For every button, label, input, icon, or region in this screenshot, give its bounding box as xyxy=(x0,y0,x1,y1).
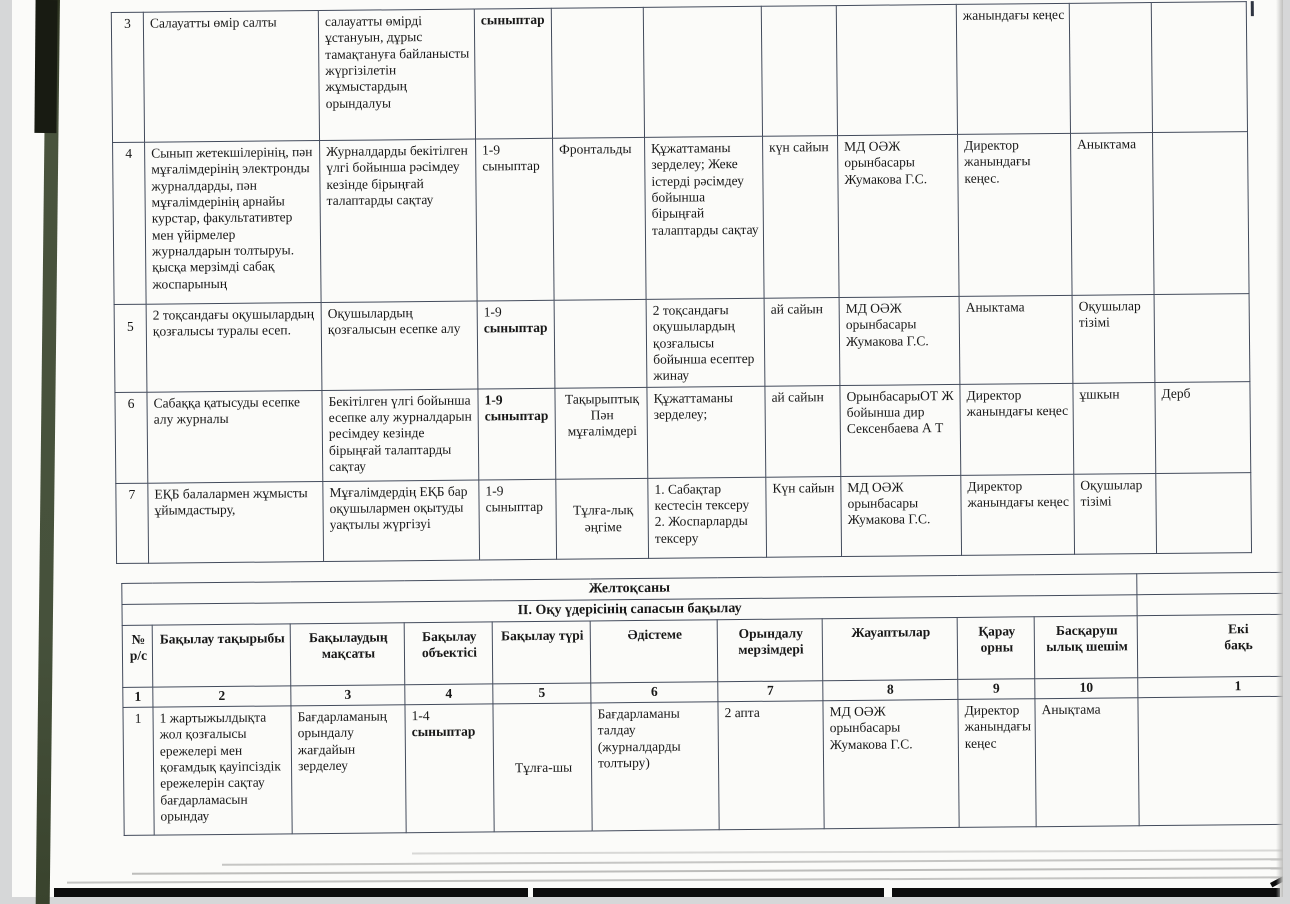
cell-object: 1-9 сыныптар xyxy=(478,388,556,480)
column-number: 5 xyxy=(493,683,591,704)
cell-method: 2 тоқсандағы оқушылардың қозғалысы бойынша есептер жинау xyxy=(646,298,765,387)
cell-extra xyxy=(1156,472,1252,553)
column-number: 1 xyxy=(123,687,153,707)
cell-place: Директор жанындағы кеңес xyxy=(961,474,1075,555)
column-number: 7 xyxy=(718,681,823,702)
header-term: Орындалу мерзімдері xyxy=(717,619,823,682)
table-row xyxy=(114,294,1250,393)
cell-topic: Сынып жетекшілерінің, пән мұғалімдерінің электронды журналдарды, пән мұғалімдерінің арнайы курстар, факультативтер мен үйірмелер журналдарын толтыруы. қысқа мерзімді сабақ жоспарының xyxy=(145,141,322,305)
cell-method: Бағдарламаны талдау (журналдарды толтыру) xyxy=(591,702,719,831)
cell-extra xyxy=(1151,2,1247,133)
paper-right-edge-shadow xyxy=(1276,0,1283,897)
cell-type: Тұлға-шы xyxy=(493,703,592,832)
cell-term: 2 апта xyxy=(718,701,824,830)
cell-object: 1-9 сыныптар xyxy=(477,300,555,388)
cell-type xyxy=(551,7,644,138)
header-decision: Басқаруш ылық шешім xyxy=(1034,616,1138,679)
cell-type xyxy=(554,299,647,388)
scan-bottom-shadow xyxy=(54,888,528,897)
cell-method: Құжаттаманы зерделеу; xyxy=(647,386,766,478)
scan-bottom-shadow xyxy=(892,888,1280,897)
cell-decision: Оқушылар тізімі xyxy=(1074,473,1157,554)
cell-type: Тақырыптық Пән мұғалімдері xyxy=(555,387,648,479)
cell-extra xyxy=(1153,132,1250,295)
cell-topic: 2 тоқсандағы оқушылардың қозғалысы туралы есеп. xyxy=(146,303,322,392)
cell-decision: Анықтама xyxy=(1035,698,1139,827)
cell-responsible: МД ОӘЖ орынбасары Жумакова Г.С. xyxy=(841,475,962,556)
cell-topic: Сабаққа қатысуды есепке алу журналы xyxy=(147,390,323,483)
cell-method: Құжаттаманы зерделеу; Жеке істерді рәсімдеу бойынша бірыңғай талаптарды сақтау xyxy=(645,136,765,299)
cell-term: Күн сайын xyxy=(766,476,842,557)
header-method: Әдістеме xyxy=(590,620,718,683)
cell-decision: Оқушылар тізімі xyxy=(1072,295,1155,383)
column-number: 2 xyxy=(153,686,291,707)
scan-bottom-shadow xyxy=(533,888,884,897)
cell-responsible: МД ОӘЖ орынбасары Жумакова Г.С. xyxy=(839,296,960,385)
column-number: 4 xyxy=(405,684,493,705)
cell-topic: Салауатты өмір салты xyxy=(143,11,319,143)
cell-responsible xyxy=(836,4,957,135)
cell-topic: ЕҚБ балалармен жұмысты ұйымдастыру, xyxy=(148,481,324,563)
empty-cell xyxy=(1137,572,1283,595)
cell-method xyxy=(643,6,762,137)
scan-rotated-content xyxy=(12,0,1283,897)
cell-row-number: 3 xyxy=(111,12,144,142)
cell-extra xyxy=(1138,696,1283,826)
cell-row-number: 7 xyxy=(116,483,149,563)
column-number: 1 xyxy=(1138,676,1283,698)
cell-responsible: МД ОӘЖ орынбасары Жумакова Г.С. xyxy=(823,699,959,828)
cell-place: Аныктама xyxy=(959,295,1073,384)
table-corner-mark xyxy=(1251,1,1254,16)
header-place: Қарау орны xyxy=(957,617,1035,680)
cell-goal: Бекітілген үлгі бойынша есепке алу журналдарын ресімдеу кезінде бірыңғай талаптарды сақтау xyxy=(322,389,479,481)
column-number: 6 xyxy=(591,682,718,703)
cell-decision: Аныктама xyxy=(1071,133,1155,296)
cell-goal: Оқушылардың қозғалысын есепке алу xyxy=(321,301,478,390)
table-row xyxy=(113,132,1250,305)
cell-goal: Бағдарламаның орындалу жағдайын зерделеу xyxy=(291,705,406,834)
header-type: Бақылау түрі xyxy=(492,621,591,684)
cell-row-number: 4 xyxy=(113,142,147,304)
table-row xyxy=(111,2,1247,143)
table-row xyxy=(123,696,1283,836)
empty-cell xyxy=(1137,593,1283,616)
cell-decision: ұшкын xyxy=(1073,382,1156,474)
monitoring-table-continuation xyxy=(111,1,1252,564)
cell-type: Фронтальды xyxy=(553,137,647,300)
section-title: II. Оқу үдерісінің сапасын бақылау xyxy=(122,595,1137,626)
cell-topic: 1 жартыжылдықта жол қозғалысы ережелері мен қоғамдық қауіпсіздік ережелерін сақтау бағдарламасын орындау xyxy=(153,706,292,835)
cell-method: 1. Сабақтар кестесін тексеру 2. Жоспарларды тексеру xyxy=(648,477,767,558)
table-row xyxy=(116,472,1252,563)
header-responsible: Жауаптылар xyxy=(822,617,958,680)
table-row xyxy=(115,381,1251,483)
header-goal: Бақылаудың мақсаты xyxy=(290,623,405,686)
cell-place: Директор жанындағы кеңес xyxy=(960,383,1074,475)
cell-term: ай сайын xyxy=(765,385,841,477)
paper-sheet xyxy=(12,0,1283,897)
header-row-number: № р/с xyxy=(122,625,153,687)
cell-object: 1-4 сыныптар xyxy=(405,704,494,833)
cell-place: жанындағы кеңес xyxy=(956,3,1070,134)
cell-responsible: МД ОӘЖ орынбасары Жумакова Г.С. xyxy=(838,134,960,297)
column-number: 3 xyxy=(291,685,405,706)
header-object: Бақылау объектісі xyxy=(404,622,493,685)
header-second-control: Екі бақь xyxy=(1137,614,1283,678)
cell-row-number: 1 xyxy=(123,707,154,835)
cell-row-number: 6 xyxy=(115,392,148,483)
cell-object: 1-9 сыныптар xyxy=(476,138,555,301)
column-number: 8 xyxy=(823,679,958,700)
cell-goal: Журналдарды бекітілген үлгі бойынша рәсімдеу кезінде бірыңғай талаптарды сақтау xyxy=(320,139,478,302)
cell-term: ай сайын xyxy=(764,298,840,386)
scan-left-edge-blob xyxy=(34,0,57,133)
cell-responsible: ОрынбасарыОТ Ж бойынша дир Сексенбаева А Т xyxy=(840,384,961,476)
header-topic: Бақылау тақырыбы xyxy=(152,624,291,687)
month-title: Желтоқсаны xyxy=(122,574,1137,605)
cell-decision xyxy=(1069,3,1152,134)
cell-object: 1-9 сыныптар xyxy=(479,479,557,560)
cell-goal: салауатты өмірді ұстануын, дұрыс тамақтануға байланысты жүргізілетін жұмыстардың орындалуы xyxy=(318,9,475,140)
cell-type: Тұлға-лық әңгіме xyxy=(556,478,649,559)
cell-object: сыныптар xyxy=(474,8,552,139)
cell-term: күн сайын xyxy=(763,136,840,299)
cell-extra: Дерб xyxy=(1155,381,1251,473)
cell-row-number: 5 xyxy=(114,304,147,392)
cell-term xyxy=(761,6,837,137)
header-row xyxy=(122,614,1283,688)
cell-goal: Мұғалімдердің ЕҚБ бар оқушылармен оқытуды уақтылы жүргізуі xyxy=(323,480,480,561)
column-number: 10 xyxy=(1035,678,1138,699)
cell-extra xyxy=(1154,294,1250,383)
column-number: 9 xyxy=(958,679,1035,700)
cell-place: Директор жанындағы кеңес xyxy=(958,699,1036,828)
december-control-table xyxy=(121,571,1283,836)
cell-place: Директор жанындағы кеңес. xyxy=(958,133,1073,296)
